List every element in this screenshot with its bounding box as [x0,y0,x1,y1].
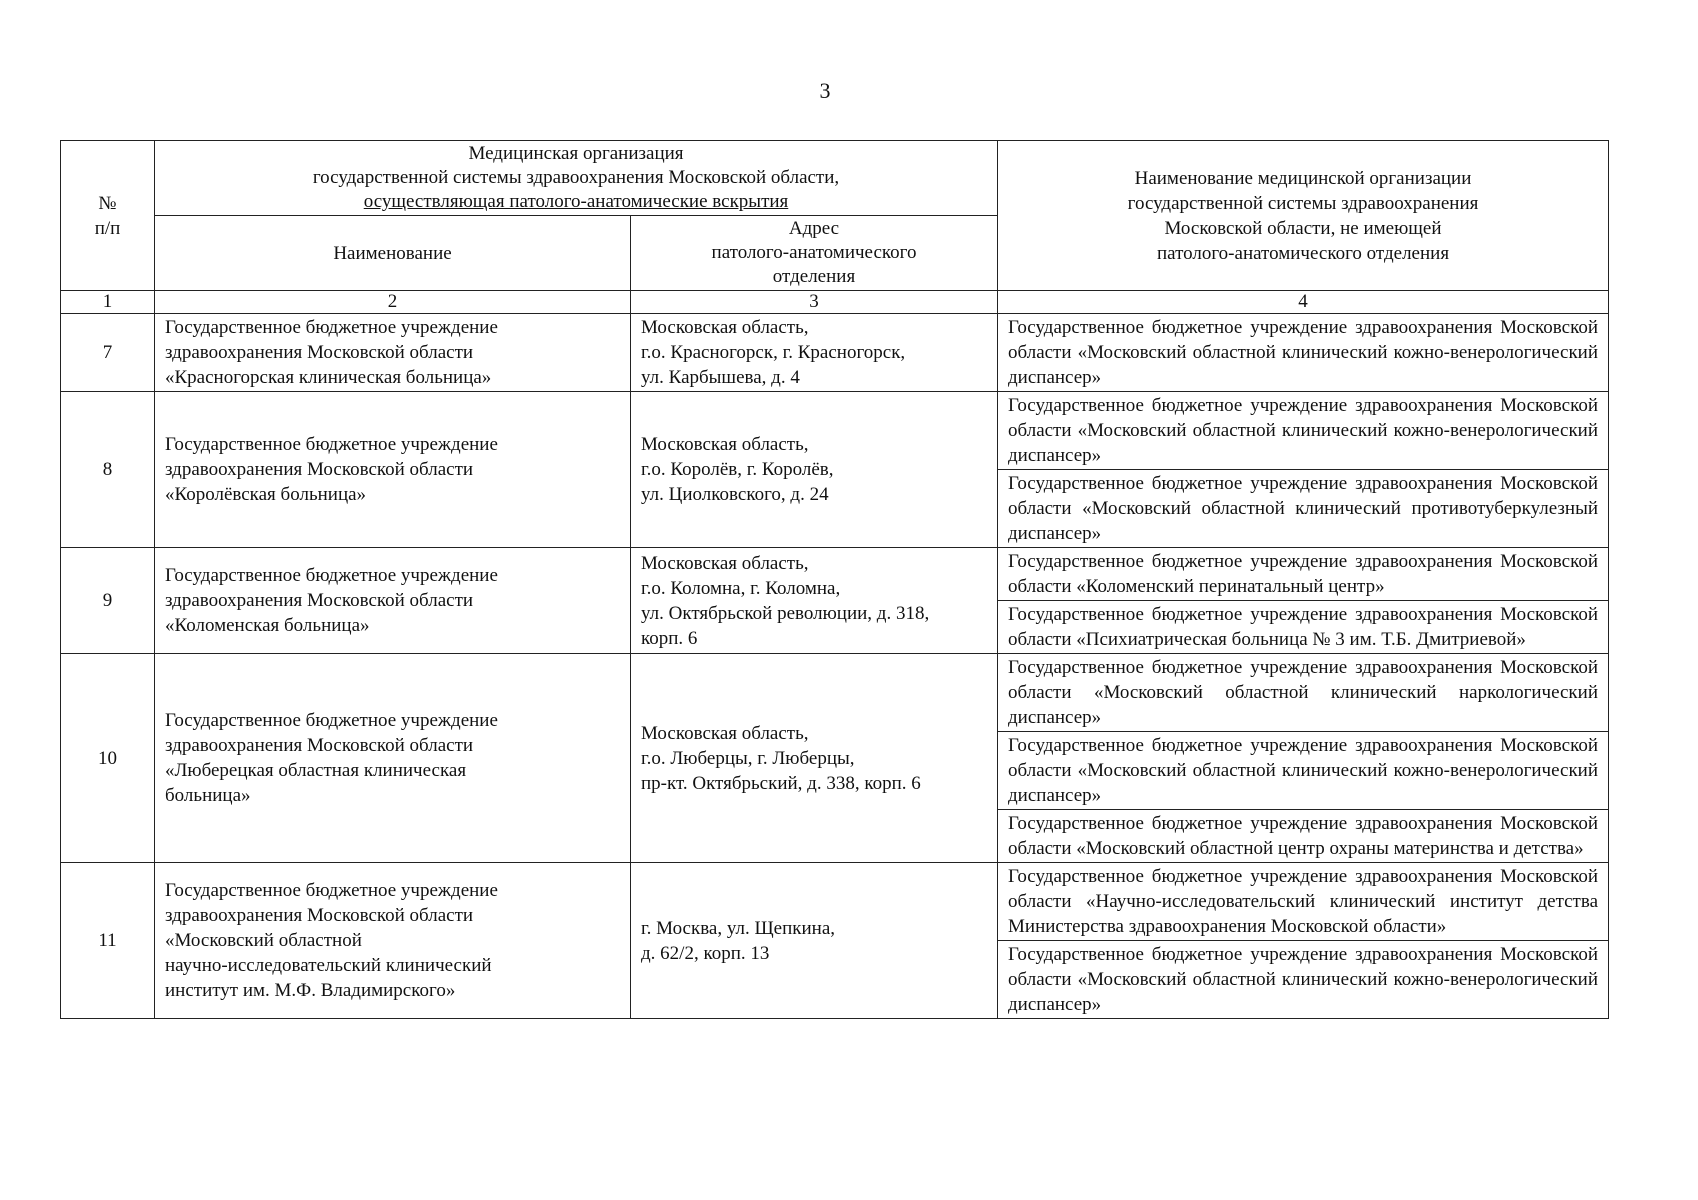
header-row-1 [61,141,1609,216]
header-org-group-line3: осуществляющая патолого-анатомические вскрытия [363,191,789,212]
row-number: 9 [61,548,155,654]
receiving-organization: Государственное бюджетное учреждение здравоохранения Московской области «Московский областной клинический кожно-венерологический диспансер» [998,941,1609,1019]
receiving-organization: Государственное бюджетное учреждение здравоохранения Московской области «Московский областной клинический противотуберкулезный диспансер» [998,470,1609,548]
row-number: 7 [61,314,155,392]
organization-name: Государственное бюджетное учреждение здравоохранения Московской области «Московский областной научно-исследовательский клинический институт им. М.Ф. Владимирского» [155,863,631,1019]
organization-address: г. Москва, ул. Щепкина, д. 62/2, корп. 13 [631,863,998,1019]
organization-address: Московская область, г.о. Люберцы, г. Люберцы, пр-кт. Октябрьский, д. 338, корп. 6 [631,654,998,863]
organization-name: Государственное бюджетное учреждение здравоохранения Московской области «Коломенская больница» [155,548,631,654]
header-org-group-line1: Медицинская организация [468,143,684,164]
column-number-1: 1 [61,291,155,314]
organization-address: Московская область, г.о. Коломна, г. Коломна, ул. Октябрьской революции, д. 318, корп. 6 [631,548,998,654]
column-numbers-row [61,291,1609,314]
organization-name: Государственное бюджетное учреждение здравоохранения Московской области «Люберецкая областная клиническая больница» [155,654,631,863]
organization-name: Государственное бюджетное учреждение здравоохранения Московской области «Красногорская клиническая больница» [155,314,631,392]
table-row [61,548,1609,601]
receiving-organization: Государственное бюджетное учреждение здравоохранения Московской области «Научно-исследовательский клинический институт детства Министерства здравоохранения Московской области» [998,863,1609,941]
header-name: Наименование [155,216,631,291]
table-row [61,654,1609,732]
header-receiver: Наименование медицинской организации государственной системы здравоохранения Московской области, не имеющей патолого-анатомического отделения [998,141,1609,291]
table-body [61,141,1609,1019]
organization-name: Государственное бюджетное учреждение здравоохранения Московской области «Королёвская больница» [155,392,631,548]
row-number: 8 [61,392,155,548]
table-row [61,314,1609,392]
header-org-group [155,141,998,216]
receiving-organization: Государственное бюджетное учреждение здравоохранения Московской области «Московский областной клинический кожно-венерологический диспансер» [998,392,1609,470]
header-num: № п/п [61,141,155,291]
column-number-2: 2 [155,291,631,314]
page-number: 3 [819,78,831,103]
receiving-organization: Государственное бюджетное учреждение здравоохранения Московской области «Московский областной центр охраны материнства и детства» [998,810,1609,863]
organization-address: Московская область, г.о. Королёв, г. Королёв, ул. Циолковского, д. 24 [631,392,998,548]
receiving-organization: Государственное бюджетное учреждение здравоохранения Московской области «Коломенский перинатальный центр» [998,548,1609,601]
receiving-organization: Государственное бюджетное учреждение здравоохранения Московской области «Московский областной клинический наркологический диспансер» [998,654,1609,732]
column-number-3: 3 [631,291,998,314]
header-address: Адрес патолого-анатомического отделения [631,216,998,291]
receiving-organization: Государственное бюджетное учреждение здравоохранения Московской области «Московский областной клинический кожно-венерологический диспансер» [998,732,1609,810]
receiving-organization: Государственное бюджетное учреждение здравоохранения Московской области «Московский областной клинический кожно-венерологический диспансер» [998,314,1609,392]
organization-address: Московская область, г.о. Красногорск, г. Красногорск, ул. Карбышева, д. 4 [631,314,998,392]
column-number-4: 4 [998,291,1609,314]
organizations-table [60,140,1609,1019]
header-org-group-line2: государственной системы здравоохранения Московской области, [312,167,840,188]
row-number: 11 [61,863,155,1019]
receiving-organization: Государственное бюджетное учреждение здравоохранения Московской области «Психиатрическая больница № 3 им. Т.Б. Дмитриевой» [998,601,1609,654]
table-row [61,863,1609,941]
row-number: 10 [61,654,155,863]
table-row [61,392,1609,470]
